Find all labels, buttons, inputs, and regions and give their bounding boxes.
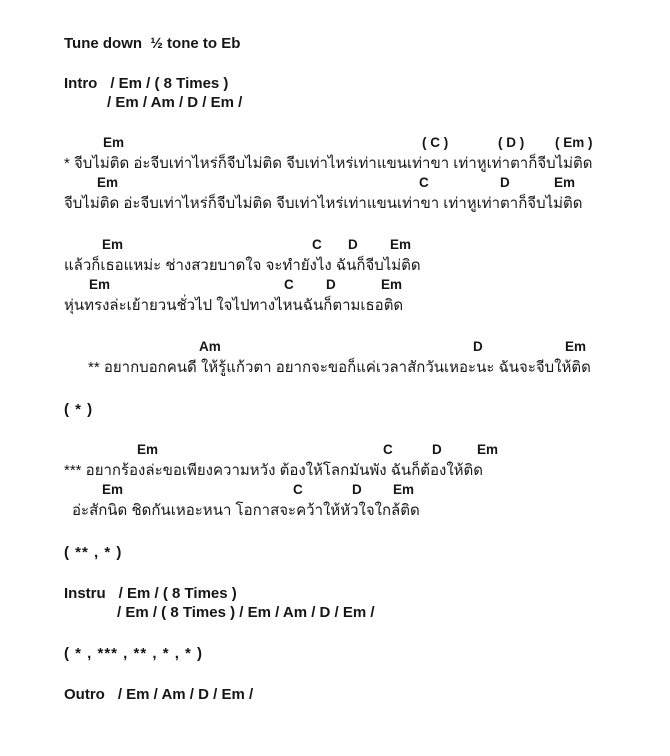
chord-row	[64, 276, 654, 296]
chord: Am	[199, 339, 221, 354]
chord: Em	[390, 237, 412, 252]
chord: D	[352, 482, 362, 497]
intro-progression-1: / Em / ( 8 Times )	[110, 75, 229, 92]
chord: C	[419, 175, 429, 190]
repeat-marker: ( ** , * )	[64, 544, 123, 561]
chord: Em	[393, 482, 415, 497]
chord: ( Em )	[555, 135, 593, 150]
chord: D	[473, 339, 483, 354]
chord-row	[64, 338, 654, 358]
chord-row	[64, 236, 654, 256]
lyric-line: *** อยากร้องล่ะขอเพียงความหวัง ต้องให้โลกมันพัง ฉันก็ต้องให้ติด	[64, 462, 484, 479]
outro-progression: / Em / Am / D / Em /	[117, 686, 254, 703]
instru-section	[64, 584, 654, 622]
chord: Em	[97, 175, 119, 190]
instru-line-1	[64, 584, 654, 603]
intro-line-1	[64, 74, 654, 93]
intro-label: Intro	[64, 75, 98, 92]
chord: D	[348, 237, 358, 252]
chord: C	[284, 277, 294, 292]
lyric-line: อ่ะสักนิด ชิดกันเหอะหนา โอกาสจะคว้าให้หัวใจใกล้ติด	[72, 502, 420, 519]
chord: Em	[89, 277, 111, 292]
tuning-line: Tune down ½ tone to Eb	[64, 35, 241, 52]
chord: C	[383, 442, 393, 457]
outro-label: Outro	[64, 686, 105, 703]
chord: Em	[137, 442, 159, 457]
chord: D	[500, 175, 510, 190]
chord: Em	[381, 277, 403, 292]
chord: Em	[102, 237, 124, 252]
intro-line-2	[64, 93, 654, 112]
lyric-line: * จีบไม่ติด อ่ะจีบเท่าไหร่ก็จีบไม่ติด จีบเท่าไหร่เท่าแขนเท่าขา เท่าหูเท่าตาก็จีบไม่ติด	[64, 155, 593, 172]
repeat-marker: ( * , *** , ** , * , * )	[64, 645, 204, 662]
lyric-line: แล้วก็เธอแหม่ะ ช่างสวยบาดใจ จะทำยังไง ฉันก็จีบไม่ติด	[64, 257, 421, 274]
chord: Em	[565, 339, 587, 354]
repeat-marker: ( * )	[64, 401, 94, 418]
chord: D	[326, 277, 336, 292]
bridge-section	[64, 338, 654, 378]
outro-line	[64, 685, 654, 704]
chord: C	[293, 482, 303, 497]
chord-row	[64, 481, 654, 501]
chord: D	[432, 442, 442, 457]
repeat-marker-2-section	[64, 543, 654, 562]
verse3-section	[64, 441, 654, 521]
chord: Em	[102, 482, 124, 497]
repeat-marker-3-section	[64, 644, 654, 663]
instru-progression-2: / Em / ( 8 Times ) / Em / Am / D / Em /	[117, 604, 375, 621]
chord: Em	[477, 442, 499, 457]
instru-label: Instru	[64, 585, 106, 602]
lyric-line: จีบไม่ติด อ่ะจีบเท่าไหร่ก็จีบไม่ติด จีบเท่าไหร่เท่าแขนเท่าขา เท่าหูเท่าตาก็จีบไม่ติด	[64, 195, 583, 212]
chord: Em	[554, 175, 576, 190]
chord: C	[312, 237, 322, 252]
chord-row	[64, 441, 654, 461]
intro-section	[64, 74, 654, 112]
lyric-line: ** อยากบอกคนดี ให้รู้แก้วตา อยากจะขอก็แค่เวลาสักวันเหอะนะ ฉันจะจีบให้ติด	[88, 359, 591, 376]
intro-progression-2: / Em / Am / D / Em /	[107, 94, 243, 111]
chord: ( C )	[422, 135, 449, 150]
verse1-section	[64, 134, 654, 214]
instru-line-2	[64, 603, 654, 622]
verse2-section	[64, 236, 654, 316]
chord-row	[64, 134, 654, 154]
lyric-line: หุ่นทรงล่ะเย้ายวนชั่วไป ใจไปทางไหนฉันก็ตามเธอติด	[64, 297, 404, 314]
chord: Em	[103, 135, 125, 150]
outro-section	[64, 685, 654, 704]
chord-row	[64, 174, 654, 194]
repeat-marker-1-section	[64, 400, 654, 419]
instru-progression-1: / Em / ( 8 Times )	[118, 585, 237, 602]
chord: ( D )	[498, 135, 525, 150]
